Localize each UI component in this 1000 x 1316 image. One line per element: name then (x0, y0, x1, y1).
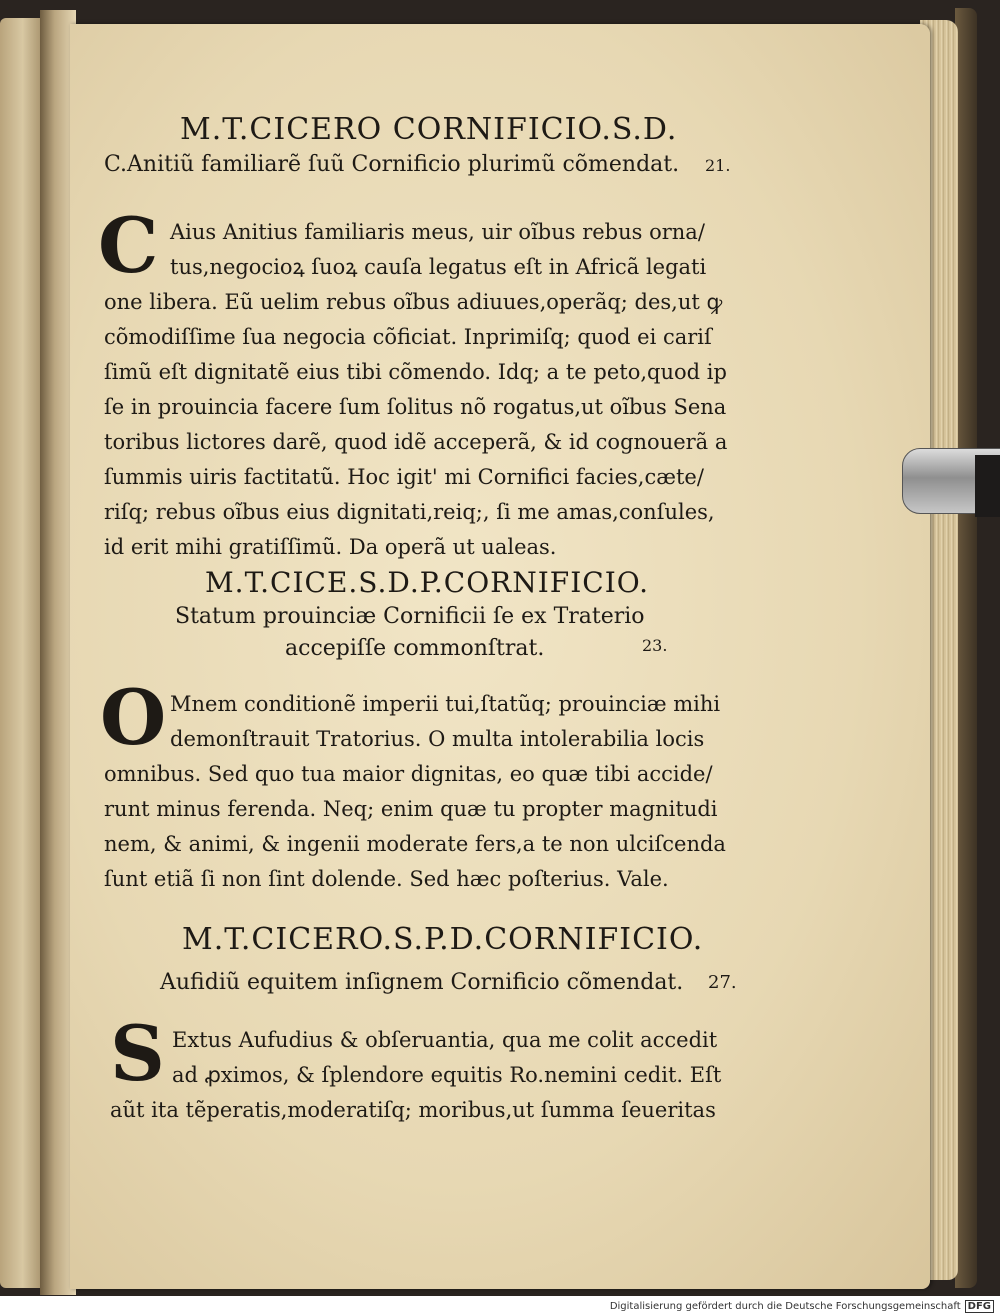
letter-1-line: ſimũ eſt dignitatẽ eius tibi cõmendo. Idq; a te peto,quod ip (104, 360, 727, 384)
left-page-edge (0, 18, 45, 1288)
letter-summary-2a: Statum prouinciæ Cornificii ſe ex Traterio (175, 604, 645, 629)
letter-1-line: tus,negocioꝝ ſuoꝝ cauſa legatus eſt in Africã legati (170, 255, 707, 279)
letter-1-line: ſe in prouincia facere ſum ſolitus nõ rogatus,ut oĩbus Sena (104, 395, 727, 419)
footer-text: Digitalisierung gefördert durch die Deutsche Forschungsgemeinschaft (609, 1300, 961, 1312)
letter-1-line: riſq; rebus oĩbus eius dignitati,reiq;, ſi me amas,conſules, (104, 500, 715, 524)
letter-summary-1: C.Anitiũ familiarẽ ſuũ Cornificio plurimũ cõmendat. (104, 152, 680, 177)
letter-3-line: ad ꝓximos, & ſplendore equitis Ro.nemini cedit. Eſt (172, 1063, 722, 1087)
letter-3-line: Extus Aufudius & obſeruantia, qua me colit accedit (172, 1028, 718, 1052)
footer-credit (0, 1296, 1000, 1316)
letter-heading-1: M.T.CICERO CORNIFICIO.S.D. (180, 112, 678, 147)
drop-capital-3: S (110, 1009, 165, 1098)
letter-summary-3: Aufidiũ equitem inſignem Cornificio cõmendat. (160, 970, 684, 995)
letter-1-line: cõmodiſſime ſua negocia cõficiat. Inprimiſq; quod ei cariſ (104, 325, 712, 349)
letter-1-line: ſummis uiris factitatũ. Hoc igit' mi Cornifici facies,cæte/ (104, 465, 704, 489)
cover-edge (955, 8, 977, 1288)
letter-2-line: demonſtrauit Tratorius. O multa intolerabilia locis (170, 727, 705, 751)
letter-2-line: ſunt etiã ſi non ſint dolende. Sed hæc poſterius. Vale. (104, 867, 669, 891)
letter-2-line: Mnem conditionẽ imperii tui,ſtatũq; prouinciæ mihi (170, 692, 721, 716)
letter-1-line: id erit mihi gratiſſimũ. Da operã ut ualeas. (104, 535, 557, 559)
letter-1-line: toribus lictores darẽ, quod idẽ acceperã, & id cognouerã a (104, 430, 728, 454)
drop-capital-2: O (100, 673, 167, 762)
letter-number-1: 21. (705, 156, 731, 175)
letter-1-line: one libera. Eũ uelim rebus oĩbus adiuues,operãq; des,ut ꝙ (104, 290, 723, 314)
bookmark-tab-shadow (975, 455, 1000, 517)
letter-2-line: nem, & animi, & ingenii moderate fers,a te non ulciſcenda (104, 832, 726, 856)
letter-2-line: runt minus ferenda. Neq; enim quæ tu propter magnitudi (104, 797, 718, 821)
dfg-logo: DFG (965, 1300, 994, 1313)
letter-1-line: Aius Anitius familiaris meus, uir oĩbus rebus orna/ (170, 220, 705, 244)
letter-number-3: 27. (708, 972, 737, 993)
letter-2-line: omnibus. Sed quo tua maior dignitas, eo quæ tibi accide/ (104, 762, 713, 786)
letter-heading-2: M.T.CICE.S.D.P.CORNIFICIO. (205, 566, 649, 599)
letter-summary-2b: accepiſſe commonſtrat. (285, 636, 545, 661)
drop-capital-1: C (98, 201, 159, 290)
letter-number-2: 23. (642, 636, 668, 655)
letter-3-line: aũt ita tẽperatis,moderatiſq; moribus,ut ſumma ſeueritas (110, 1098, 716, 1122)
letter-heading-3: M.T.CICERO.S.P.D.CORNIFICIO. (182, 922, 704, 957)
